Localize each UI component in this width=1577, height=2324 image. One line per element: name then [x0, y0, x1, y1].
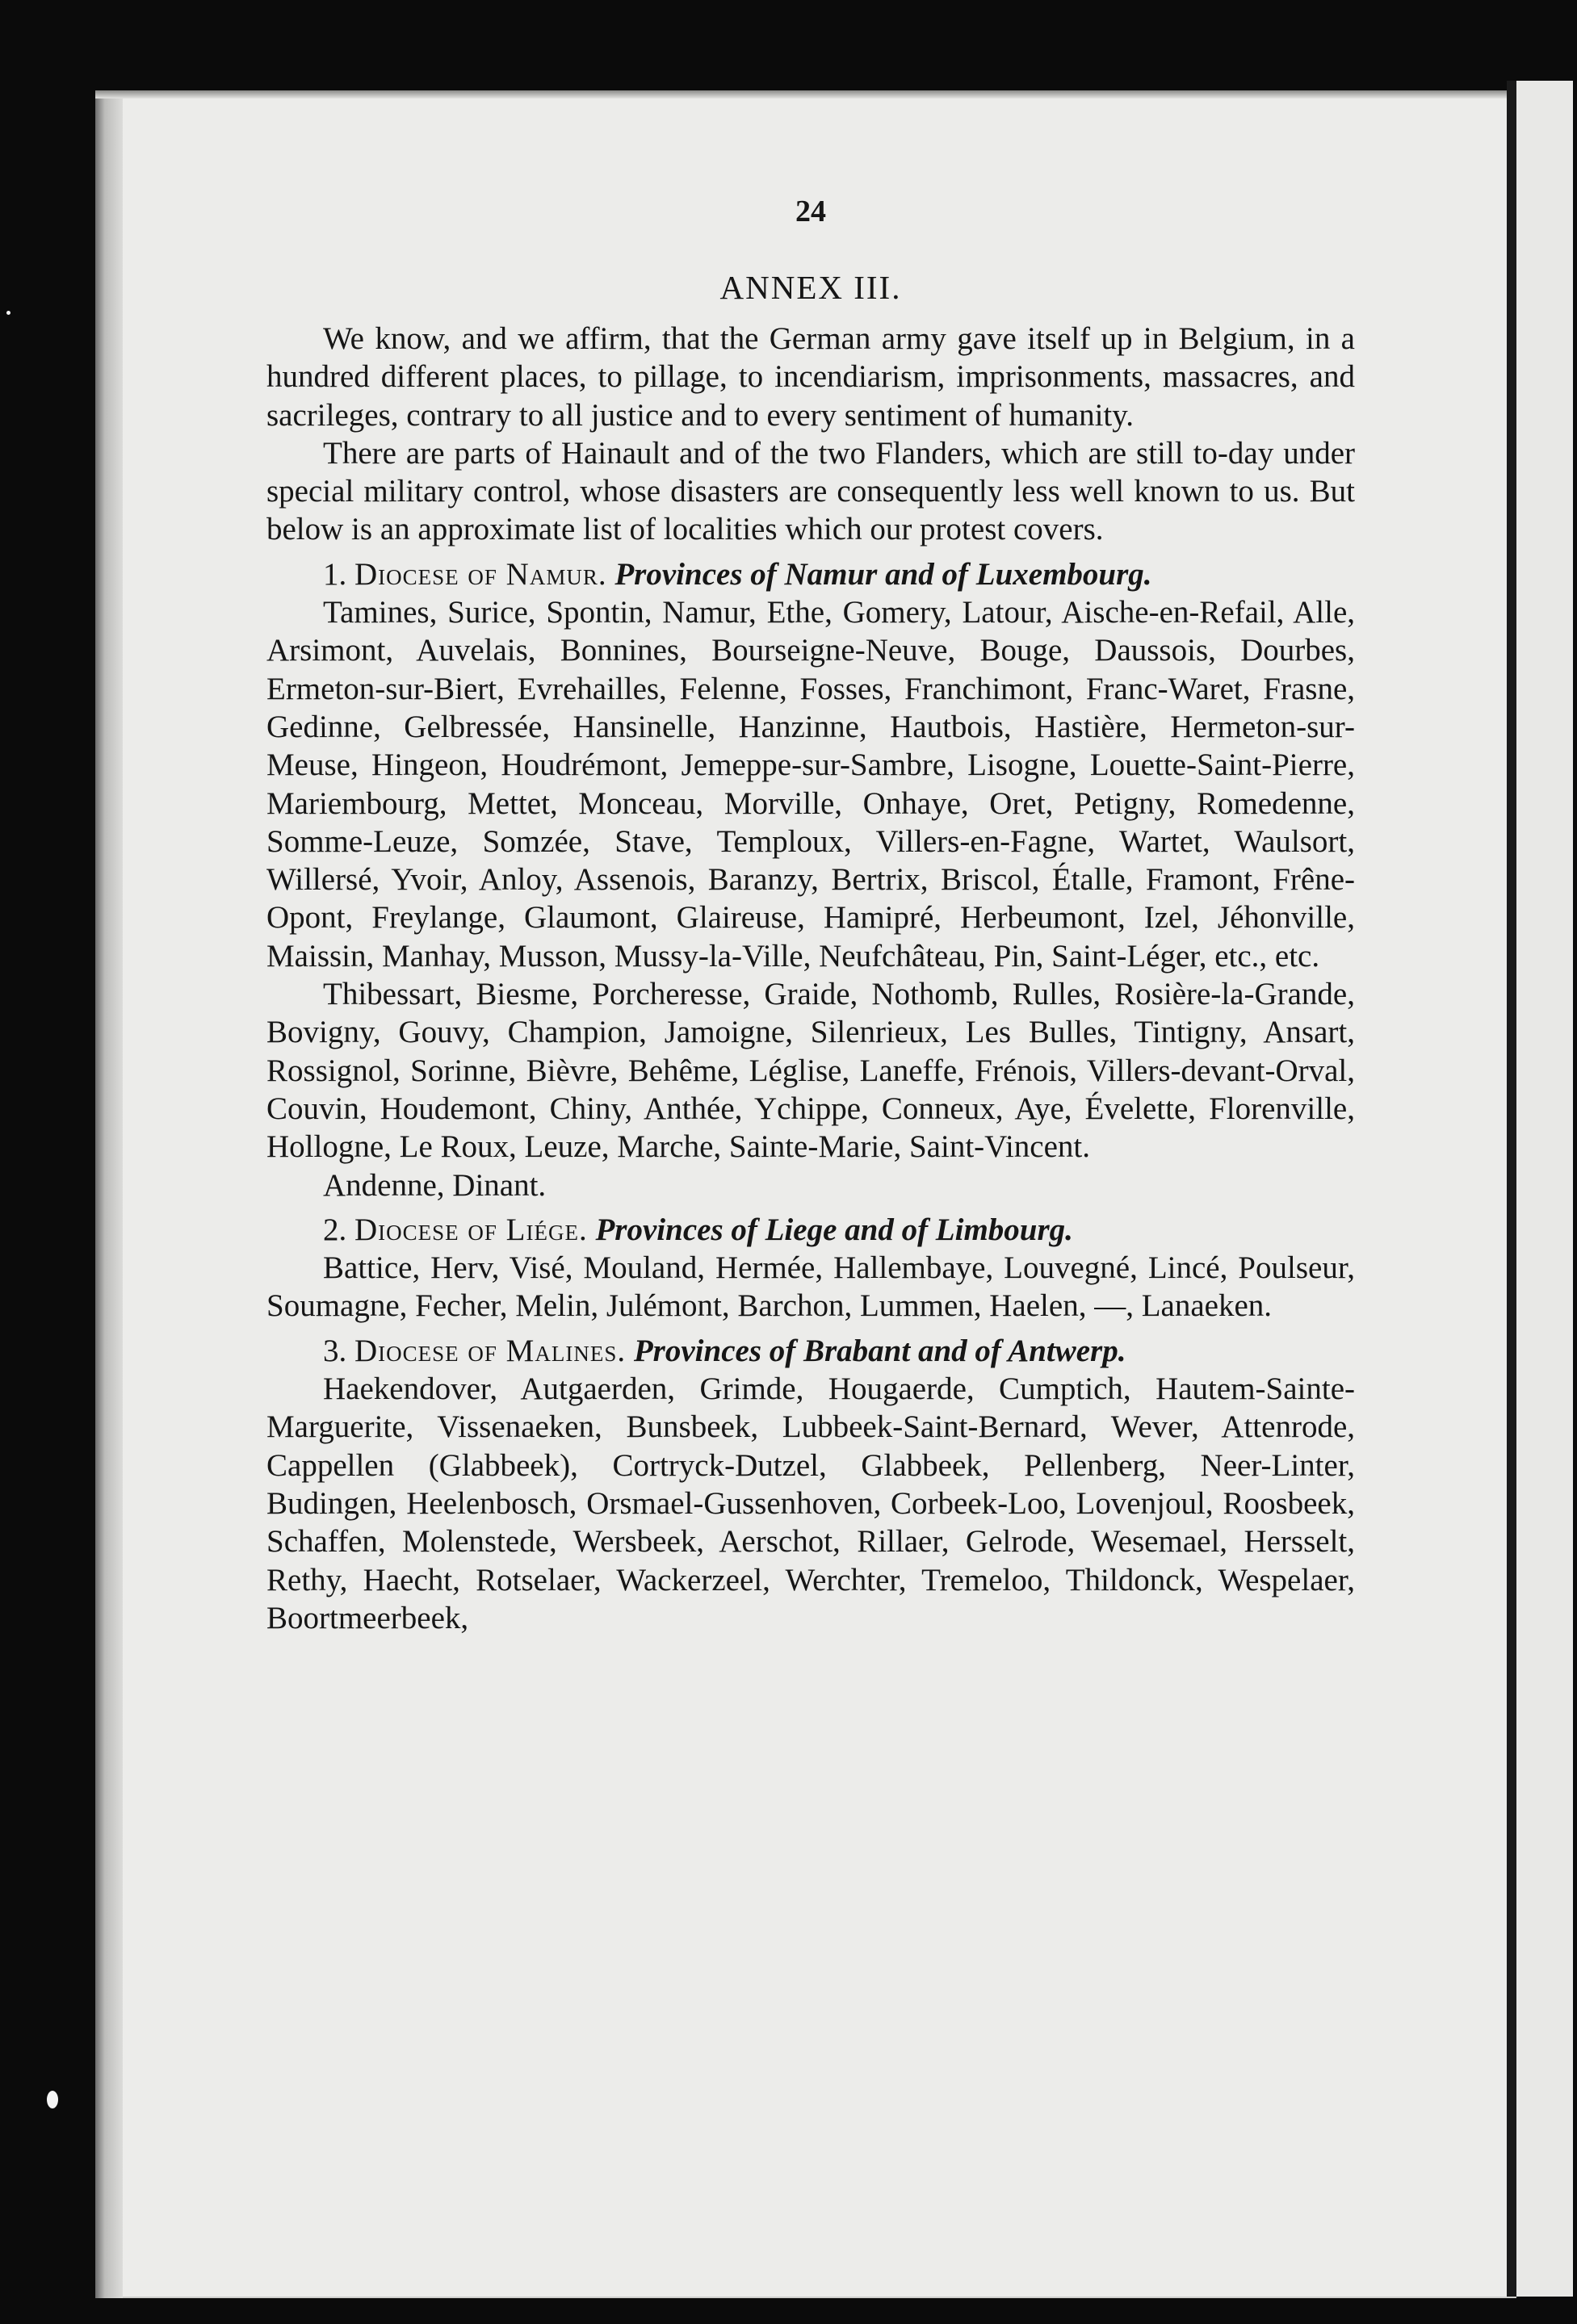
provinces-label: Provinces of Liege and of Limbourg. [595, 1212, 1073, 1247]
annex-title: ANNEX III. [719, 269, 902, 306]
provinces-label: Provinces of Namur and of Luxembourg. [614, 556, 1152, 592]
section-number: 1. [323, 556, 347, 592]
localities-paragraph: Thibessart, Biesme, Porcheresse, Graide, Nothomb, Rulles, Rosière-la-Grande, Bovigny, Gouvy, Champion, Jamoigne, Silenrieux, Les Bulles, Tintigny, Ansart, Rossignol, Sorinne, Bièvre, Behême, Léglise, Laneffe, Frénois, Villers-devant-Orval, Couvin, Houdemont, Chiny, Anthée, Ychippe, Conneux, Aye, Évelette, Florenville, Hollogne, Le Roux, Leuze, Marche, Sainte-Marie, Saint-Vincent. [266, 977, 1355, 1165]
intro-paragraph-1: We know, and we affirm, that the German army gave itself up in Belgium, in a hundred different places, to pillage, to incendiarism, imprisonments, massacres, and sacrileges, contrary to all justice and to every sentiment of humanity. [266, 321, 1355, 433]
section-number: 2. [323, 1212, 347, 1247]
page-content [266, 187, 1355, 1637]
localities-paragraph: Andenne, Dinant. [323, 1167, 547, 1203]
adjacent-page-edge [1516, 81, 1573, 2297]
page-binding-edge [95, 90, 123, 2298]
localities-paragraph: Haekendover, Autgaerden, Grimde, Hougaerde, Cumptich, Hautem-Sainte-Marguerite, Vissenaeken, Bunsbeek, Lubbeek-Saint-Bernard, Wever, Attenrode, Cappellen (Glabbeek), Cortryck-Dutzel, Glabbeek, Pellenberg, Neer-Linter, Budingen, Heelenbosch, Orsmael-Gussenhoven, Corbeek-Loo, Lovenjoul, Roosbeek, Schaffen, Molenstede, Wersbeek, Aerschot, Rillaer, Gelrode, Wesemael, Hersselt, Rethy, Haecht, Rotselaer, Wackerzeel, Werchter, Tremeloo, Thildonck, Wespelaer, Boortmeerbeek, [266, 1371, 1355, 1635]
intro-paragraph-2: There are parts of Hainault and of the two Flanders, which are still to-day under special military control, whose disasters are consequently less well known to us. But below is an approximate list of localities which our protest covers. [266, 435, 1355, 547]
diocese-name: Diocese of Liége. [354, 1212, 588, 1247]
section-heading-liege [266, 1211, 1355, 1249]
page-number: 24 [795, 195, 826, 228]
diocese-name: Diocese of Namur. [354, 556, 607, 592]
localities-paragraph: Battice, Herv, Visé, Mouland, Hermée, Hallembaye, Louvegné, Lincé, Poulseur, Soumagne, Fecher, Melin, Julémont, Barchon, Lummen, Haelen, —, Lanaeken. [266, 1250, 1355, 1324]
diocese-name: Diocese of Malines. [354, 1333, 627, 1368]
provinces-label: Provinces of Brabant and of Antwerp. [633, 1333, 1126, 1368]
localities-paragraph: Tamines, Surice, Spontin, Namur, Ethe, Gomery, Latour, Aische-en-Refail, Alle, Arsimont, Auvelais, Bonnines, Bourseigne-Neuve, Bouge, Daussois, Dourbes, Ermeton-sur-Biert, Evrehailles, Felenne, Fosses, Franchimont, Franc-Waret, Frasne, Gedinne, Gelbressée, Hansinelle, Hanzinne, Hautbois, Hastière, Hermeton-sur-Meuse, Hingeon, Houdrémont, Jemeppe-sur-Sambre, Lisogne, Louette-Saint-Pierre, Mariembourg, Mettet, Monceau, Morville, Onhaye, Oret, Petigny, Romedenne, Somme-Leuze, Somzée, Stave, Temploux, Villers-en-Fagne, Wartet, Waulsort, Willersé, Yvoir, Anloy, Assenois, Baranzy, Bertrix, Briscol, Étalle, Framont, Frêne-Opont, Freylange, Glaumont, Glaireuse, Hamipré, Herbeumont, Izel, Jéhonville, Maissin, Manhay, Musson, Mussy-la-Ville, Neufchâteau, Pin, Saint-Léger, etc., etc. [266, 595, 1355, 974]
section-heading-malines [266, 1332, 1355, 1370]
scan-speck [6, 311, 10, 315]
scan-speck [47, 2091, 58, 2108]
section-number: 3. [323, 1333, 347, 1368]
page-top-edge [95, 90, 1516, 98]
section-heading-namur [266, 555, 1355, 593]
